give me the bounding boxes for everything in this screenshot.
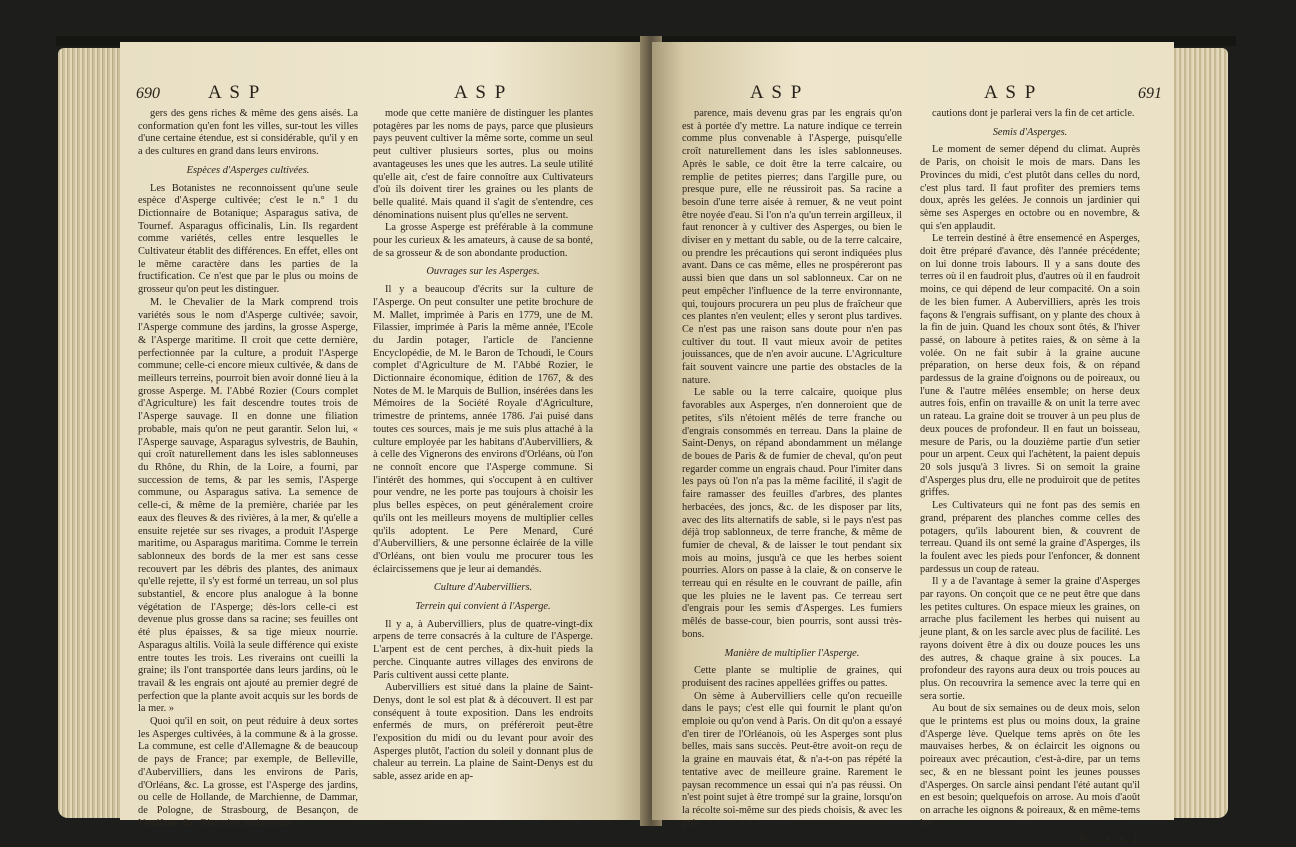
signature-mark: S s s s 2: [1079, 834, 1140, 846]
left-page: [120, 42, 652, 829]
paragraph: Il y a de l'avantage à semer la graine d'Asperges par rayons. On conçoit que ce ne peut être que dans les petites cultures. On espace mieux les graines, on arrache plus facilement les herbes qui nuisent au jeune plant, & on les sarcle avec plus de facilité. Les rayons doivent être à dix ou douze pouces les uns des autres, & chaque graine à six pouces. La profondeur des rayons aura deux ou trois pouces au plus. On recouvrira la semence avec la terre qui en sera sortie.: [920, 576, 1140, 702]
page-number: 691: [1138, 85, 1162, 102]
paragraph: Les Botanistes ne reconnoissent qu'une seule espèce d'Asperge cultivée; c'est le n.° 1 du Dictionnaire de Botanique; Asparagus sativa, de Tournef. Asparagus officinalis, Lin. Ils regardent comme variétés, celles entre lesquelles le Cultivateur établit des différences. En effet, elles ont le même caractère dans les parties de la fructification. Ce n'est que par le plus ou moins de grosseur qu'on peut les distinguer.: [138, 182, 358, 296]
right-page: [652, 42, 1174, 846]
text-column: [682, 108, 902, 829]
paragraph: Quoi qu'il en soit, on peut réduire à deux sortes les Asperges cultivées, à la commune & à la grosse. La commune, est celle d'Allemagne & de beaucoup de pays de France; par exemple, de Belleville, d'Aubervilliers, dans les environs de Paris, d'Orléans, &c. La grosse, est l'Asperge des jardins, ou celle de Hollande, de Marchienne, de Dammar, de Pologne, de Strasbourg, de Besançon, de Vendôme, &c. Rien n'est moins com-: [138, 716, 358, 829]
running-head: A S P: [984, 82, 1038, 103]
section-heading: Manière de multiplier l'Asperge.: [724, 647, 860, 659]
paragraph: Cette plante se multiplie de graines, qui produisent des racines appellées griffes ou pattes.: [682, 665, 902, 689]
text-column: [138, 108, 358, 829]
right-page-edges: [1172, 48, 1228, 818]
section-heading: Culture d'Aubervilliers.: [433, 582, 533, 594]
paragraph: parence, mais devenu gras par les engrais qu'on est à portée d'y mettre. La nature indique ce terrein comme plus convenable à l'Asperge, puisqu'elle croît naturellement dans les isles sablonneuses. Après le sable, ce doit être la terre calcaire, ou remplie de petites pierres; dans l'argille pure, ou presque pure, elle ne réussiroit pas. Sa racine a besoin d'une terre aisée à remuer, & ne veut point être noyée d'eau. Si l'on n'a qu'un terrein argilleux, il faut renoncer à y cultiver des Asperges, ou bien le diviser en y mettant du sable, ou de la terre calcaire, ou prendre les précautions qui seront indiquées plus avant. Dans ce cas même, elles ne prospéreront pas aussi bien que dans un sol sablonneux. Car on ne peut empêcher l'influence de la terre environnante, qui, toujours procurera un peu plus de fraîcheur que ces plantes n'en veulent; elles y seront plus tardives. Ce n'est pas une raison sans doute pour n'en pas cultiver du tout. Il vaut mieux avoir de petites jouissances, que de n'en avoir aucune. L'Agriculture fait souvent vaincre une partie des obstacles de la nature.: [682, 108, 902, 386]
paragraph: On sème à Aubervilliers celle qu'on recueille dans le pays; c'est elle qui fournit le plant qu'on emploie ou qu'on vend à Paris. On dit qu'on a essayé d'en tirer de l'Orléanois, où les Asperges sont plus belles, mais sans succès. Peut-être avoit-on reçu de la graine en mauvais état, & n'a-t-on pas répété la tentative avec de meilleure graine. Rarement le paysan recommence un essai qui n'a pas réussi. On n'est point sujet à être trompé sur la graine, lorsqu'on la récolte soi-même sur des pieds choisis, & avec les pré-: [682, 690, 902, 829]
text-column: [373, 108, 593, 808]
page-number: 690: [136, 85, 160, 102]
paragraph: Le terrein destiné à être ensemencé en Asperges, doit être préparé d'avance, dès l'année précédente; on lui donne trois labours. Il y a sans doute des terres où il en faudroit plus, d'autres où il en faudroit moins, ce qui dépend de leur compacité. On a soin de les bien fumer. A Aubervilliers, après les trois façons & l'engrais suffisant, on y plante des choux à la fin de juin. Quand les choux sont ôtés, & l'hiver passé, on laboure à petites raies, & on sème à la volée. On ne fait subir à la graine aucune préparation, on herse deux fois, & on répand pardessus de la graine d'oignons ou de poireaux, ou l'une & l'autre mêlées ensemble; on herse deux autres fois, enfin on travaille & on unit la terre avec un rateau. La graine doit se trouver à un peu plus de deux pouces de profondeur. Il en faut un boisseau, mesure de Paris, ou la douzième partie d'un setier pour un arpent. Ceux qui l'achètent, la paient depuis 20 sols jusqu'à 3 livres. Si on semoit la graine d'Asperges plus dru, elle ne produiroit que de petites griffes.: [920, 233, 1140, 499]
section-heading: Ouvrages sur les Asperges.: [426, 266, 540, 278]
section-heading: Semis d'Asperges.: [992, 126, 1068, 138]
paragraph: Il y a beaucoup d'écrits sur la culture de l'Asperge. On peut consulter une petite brochure de M. Mallet, imprimée à Paris en 1779, une de M. Filassier, imprimée à Paris la même année, l'Ecole du Jardin potager, l'article de l'ancienne Encyclopédie, de M. le Baron de Tchoudi, le Cours complet d'Agriculture de M. l'Abbé Rozier, le Dictionnaire économique, édition de 1767, & des Notes de M. le Marquis de Bullion, insérées dans les Mémoires de la Société Royale d'Agriculture, trimestre de printems, année 1786. J'ai puisé dans toutes ces sources, mais je me suis plus attaché à la culture employée par les habitans d'Aubervilliers, & à celle des Vignerons des environs d'Orléans, où l'on ne connoît encore que l'Asperge commune. Si l'intérêt des hommes, qui s'occupent à en cultiver pour vendre, ne les porte pas toujours à choisir les plus belles espèces, on peut généralement croire qu'ils ont les meilleurs moyens de multiplier celles qu'ils adoptent. Le Pere Menard, Curé d'Aubervilliers, & une personne éclairée de la ville d'Orléans, ont bien voulu me procurer tous les éclaircissemens que je leur ai demandés.: [373, 284, 593, 575]
paragraph: gers des gens riches & même des gens aisés. La conformation qu'en font les villes, sur-tout les villes d'une certaine étendue, est si considérable, qu'il y en a des cultures en grand dans leurs environs.: [138, 108, 358, 158]
text-column: [920, 108, 1140, 846]
section-heading: Espèces d'Asperges cultivées.: [186, 164, 310, 176]
section-heading: Terrein qui convient à l'Asperge.: [415, 601, 551, 613]
paragraph: cautions dont je parlerai vers la fin de cet article.: [932, 108, 1135, 119]
paragraph: Au bout de six semaines ou de deux mois, selon que le printems est plus ou moins doux, la graine d'Asperge lève. Quelque tems après on ôte les mauvaises herbes, & on éclaircit les oignons ou poireaux avec précaution, c'est-à-dire, par un tems sec, & en ne blessant point les jeunes pousses d'Asperges. On sarcle ainsi pendant l'été autant qu'il en est besoin; quelquefois on arrose. Au mois d'août on arrache les oignons & poireaux, & en même-tems les: [920, 703, 1140, 829]
paragraph: Le sable ou la terre calcaire, quoique plus favorables aux Asperges, n'en donneroient que de petites, s'ils n'étoient mêlés de terre franche ou d'engrais consommés en terreau. Dans la plaine de Saint-Denys, on répand abondamment un mélange de boues de Paris & de fumier de cheval, qu'on peut regarder comme un engrais chaud. Pour l'imiter dans les pays où l'on n'a pas la même facilité, il s'agit de faire ramasser des feuilles d'arbres, des plantes herbacées, des joncs, &c. de les disposer par lits, avec des lits alternatifs de sable, si le pays n'est pas déjà trop sablonneux, de terre franche, & même de fumier de cheval, & de laisser le tout pendant six mois au moins, jusqu'à ce que les herbes soient pourries. Alors on passe à la claie, & on conserve le terreau qui en résulte en le couvrant de paille, afin que les pluies ne le lavent pas. Ce terreau sert d'engrais pour les semis d'Asperges. Les fumiers mêlés de basse-cour, bien pourris, sont aussi très-bons.: [682, 387, 902, 640]
paragraph: mode que cette manière de distinguer les plantes potagères par les noms de pays, parce que plusieurs pays peuvent cultiver la même sorte, comme un seul peut cultiver plusieurs sortes, plus ou moins avantageuses les unes que les autres. La seule utilité qu'elle ait, c'est de faire connoître aux Cultivateurs d'où ils doivent tirer les graines ou les plants de belle qualité. Mais quand il s'agit de s'entendre, ces dénominations nuisent plus qu'elles ne servent.: [373, 108, 593, 221]
paragraph: Aubervilliers est situé dans la plaine de Saint-Denys, dont le sol est plat & à découvert. Il est par conséquent à toute exposition. Dans les endroits enfermés de murs, on préféreroit peut-être l'exposition du midi ou du levant pour avoir des Asperges plutôt, l'action du soleil y donnant plus de chaleur au terrein. La plaine de Saint-Denys est du sable, assez aride en ap-: [373, 682, 593, 783]
paragraph: La grosse Asperge est préférable à la commune pour les curieux & les amateurs, à cause de sa bonté, de sa grosseur & de son abondante production.: [373, 222, 593, 259]
left-page-header: [120, 82, 652, 108]
left-page-edges: [58, 48, 124, 818]
running-head: A S P: [208, 82, 262, 103]
running-head: A S P: [454, 82, 508, 103]
running-head: A S P: [750, 82, 804, 103]
paragraph: M. le Chevalier de la Mark comprend trois variétés sous le nom d'Asperge cultivée; savoir, l'Asperge commune des jardins, la grosse Asperge, & l'Asperge maritime. Il croit que cette dernière, perfectionnée par la culture, a produit l'Asperge commune; celle-ci encore mieux cultivée, & dans de meilleurs terreins, pourroit bien avoir donné lieu à la grosse Asperge. M. l'Abbé Rozier (Cours complet d'Agriculture) les fait descendre toutes trois de l'Asperge sauvage. Il en donne une filiation probable, mais qu'on ne peut garantir. Selon lui, « l'Asperge sauvage, Asparagus sylvestris, de Bauhin, qui croît naturellement dans les isles sablonneuses du Rhône, du Rhin, de la Loire, a fourni, par succession de tems, & par les semis, l'Asperge commune, ou Asparagus sativa. La semence de celle-ci, & même de la première, chariée par les eaux des fleuves & des rivières, à la mer, & qu'elle a ensuite rejetée sur ses rivages, a produit l'Asperge maritime, ou Asparagus maritima. Comme le terrein sablonneux des bords de la mer est sans cesse recouvert par les débris des plantes, des animaux qu'elle rejette, il s'y est formé un terreau, un sol plus substantiel, & encore plus analogue à la bonne végétation de l'Asperge; dès-lors celle-ci est devenue plus grosse dans sa racine; ses feuilles ont été plus épaisses, & sa tige mieux nourrie. Asparagus altilis. Voilà la seule différence qui existe entre toutes les trois. Les riverains ont cueilli la graine; ils l'ont transportée dans leurs jardins, où le travail & les engrais ont ajouté au premier degré de perfection que la plante avoit acquis sur les bords de la mer. »: [138, 296, 358, 715]
right-page-header: [652, 82, 1174, 108]
paragraph: Il y a, à Aubervilliers, plus de quatre-vingt-dix arpens de terre consacrés à la culture de l'Asperge. L'arpent est de cent perches, à dix-huit pieds la perche. Cinquante autres villages des environs de Paris cultivent aussi cette plante.: [373, 618, 593, 681]
paragraph: Les Cultivateurs qui ne font pas des semis en grand, préparent des planches comme celles des potagers, qu'ils labourent bien, & couvrent de terreau. Quand ils ont semé la graine d'Asperges, ils la foulent avec les pieds pour l'enfoncer, & donnent pardessus un coup de rateau.: [920, 500, 1140, 575]
paragraph: Le moment de semer dépend du climat. Auprès de Paris, on choisit le mois de mars. Dans les Provinces du midi, c'est plutôt dans celles du nord, c'est plus tard. Il faut profiter des premiers tems doux, après les gelées. Je connois un jardinier qui sème ses Asperges en octobre ou en novembre, & qui s'en applaudit.: [920, 144, 1140, 232]
